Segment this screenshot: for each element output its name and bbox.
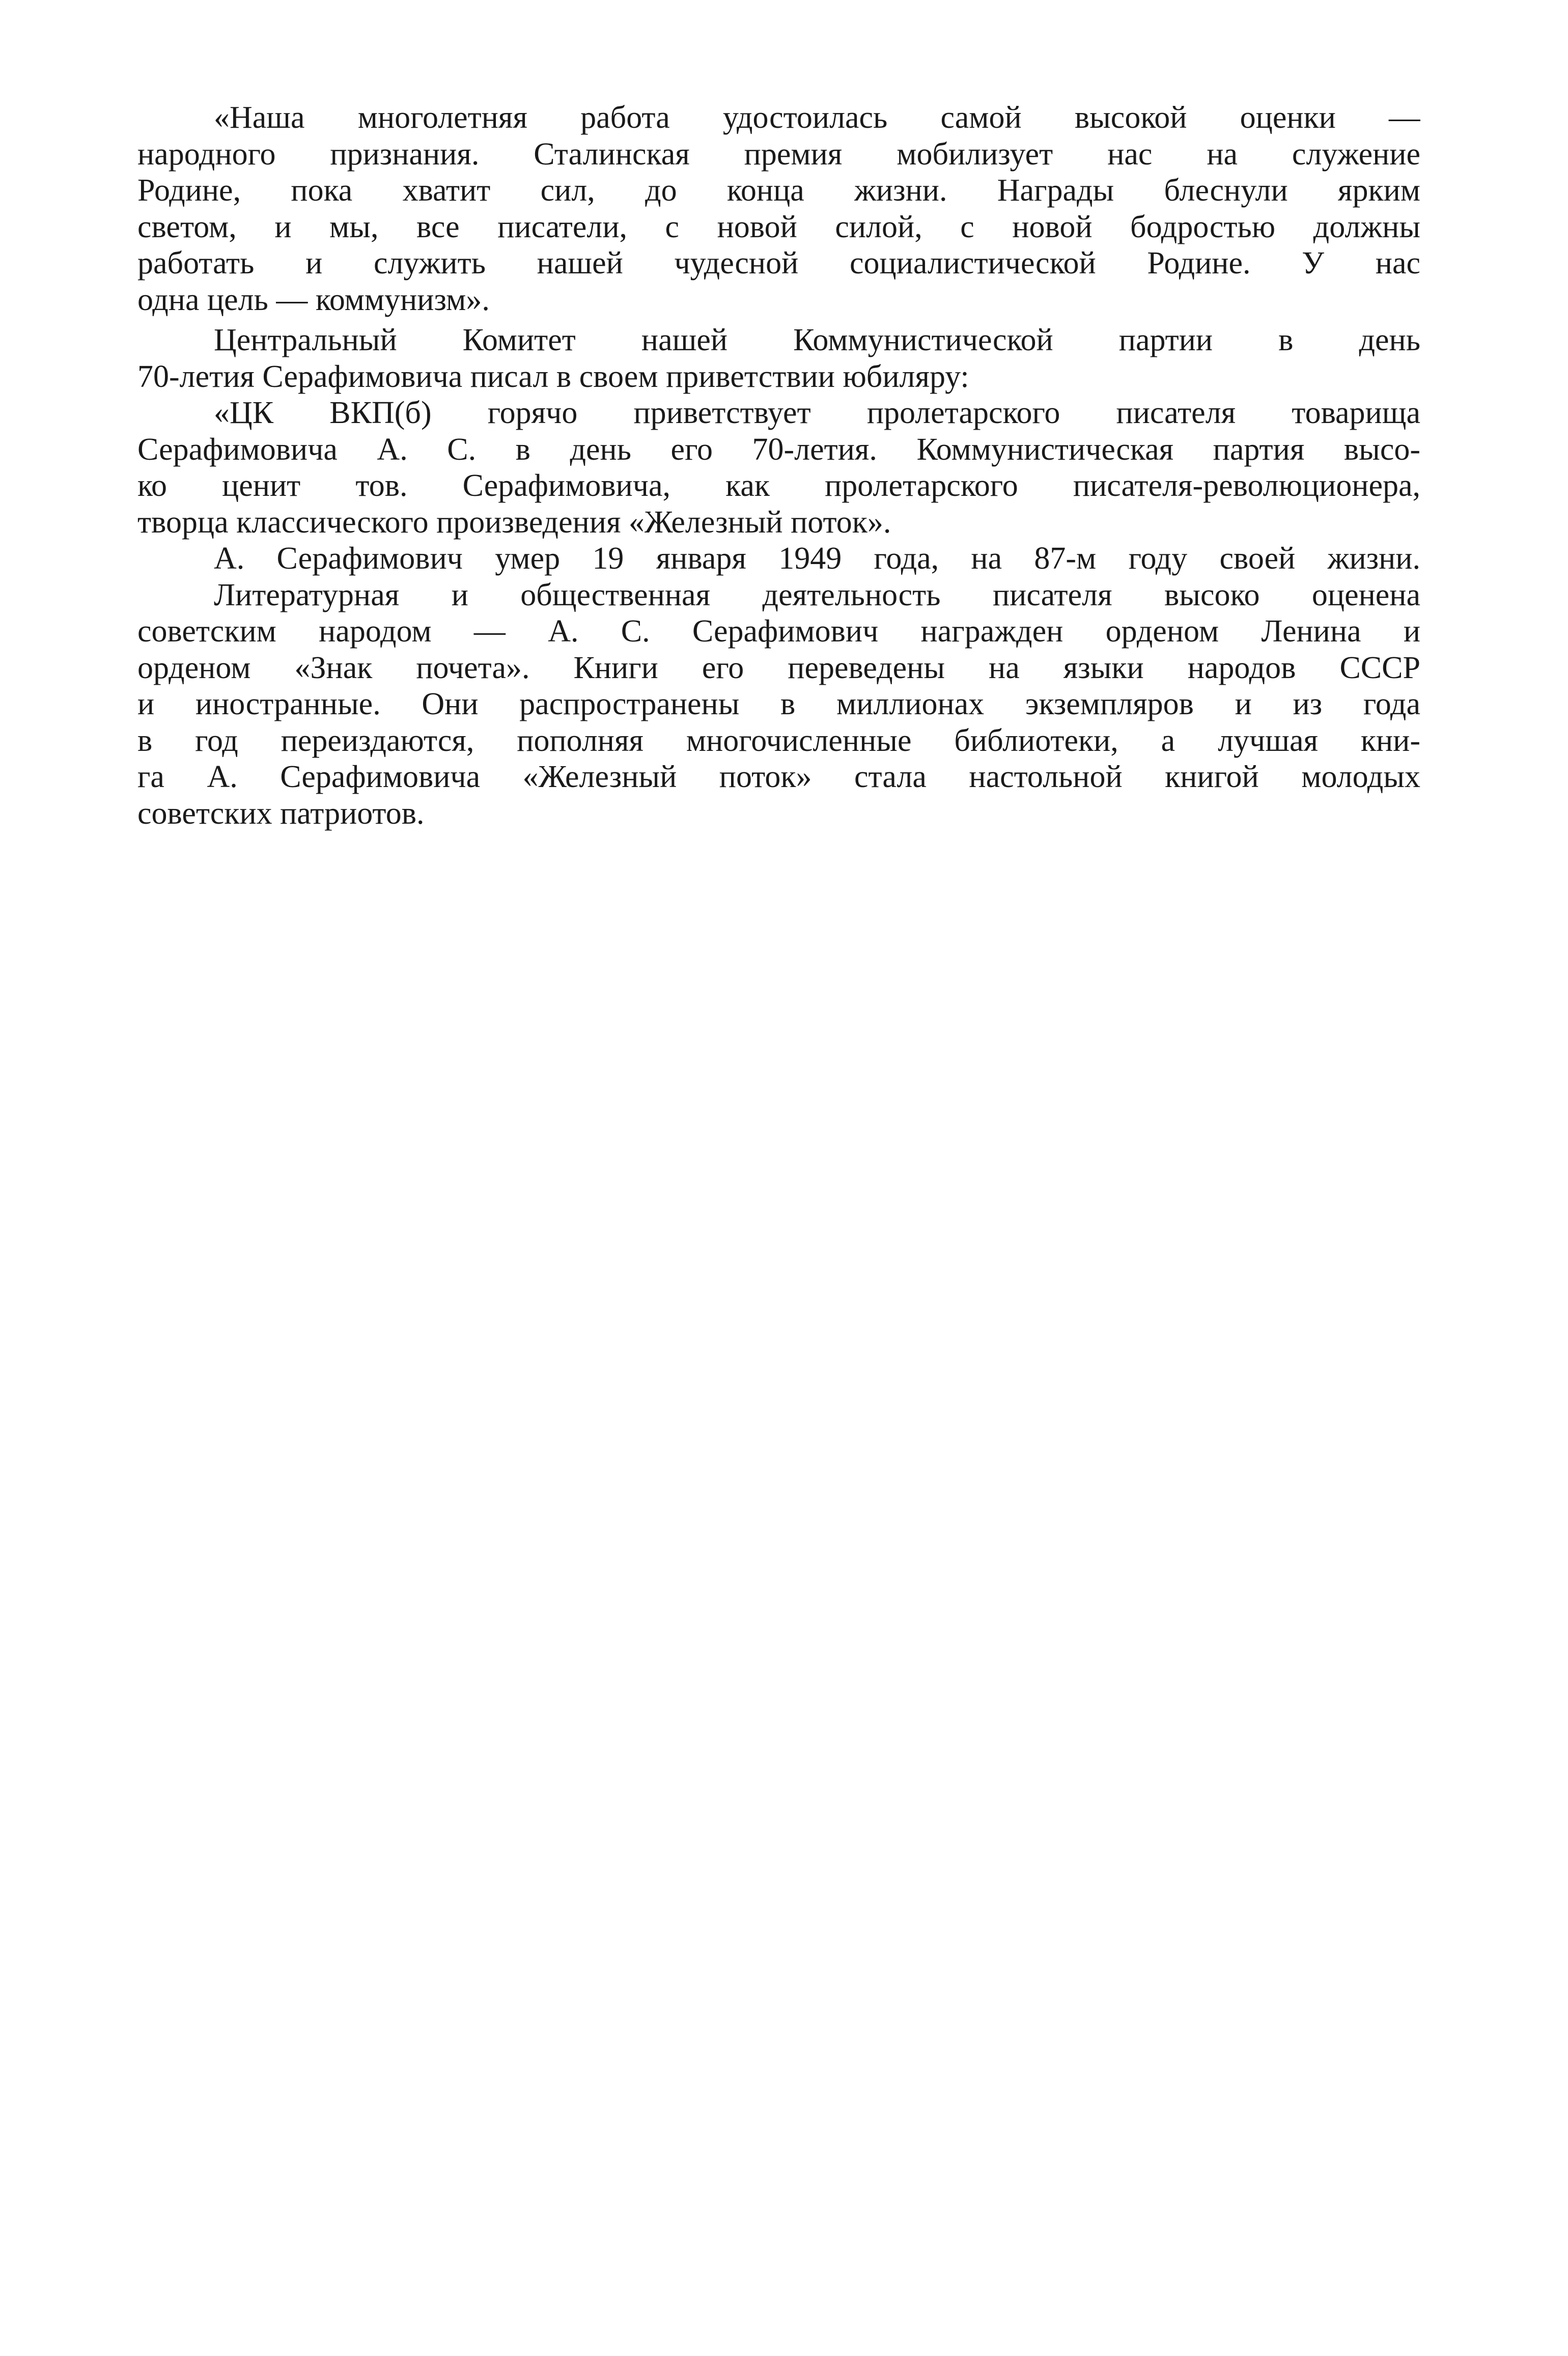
text-line: Литературная и общественная деятельность писателя высоко оценена xyxy=(214,577,1420,612)
text-line: ко ценит тов. Серафимовича, как пролетарского писателя-революционера, xyxy=(137,468,1420,503)
text-line: в год переиздаются, пополняя многочисленные библиотеки, а лучшая кни- xyxy=(137,723,1420,758)
text-line: «Наша многолетняя работа удостоилась самой высокой оценки — xyxy=(214,100,1420,135)
text-line: работать и служить нашей чудесной социалистической Родине. У нас xyxy=(137,246,1420,281)
body-text xyxy=(137,100,1420,832)
text-line: А. Серафимович умер 19 января 1949 года, на 87-м году своей жизни. xyxy=(214,541,1420,576)
text-line: Центральный Комитет нашей Коммунистической партии в день xyxy=(214,323,1420,357)
text-line: творца классического произведения «Железный поток». xyxy=(137,504,891,540)
text-line: светом, и мы, все писатели, с новой силой, с новой бодростью должны xyxy=(137,209,1420,244)
text-line: га А. Серафимовича «Железный поток» стала настольной книгой молодых xyxy=(137,760,1420,794)
text-line: 70-летия Серафимовича писал в своем приветствии юбиляру: xyxy=(137,359,969,394)
text-line: Серафимовича А. С. в день его 70-летия. Коммунистическая партия высо- xyxy=(137,432,1420,467)
text-line: «ЦК ВКП(б) горячо приветствует пролетарского писателя товарища xyxy=(214,396,1420,430)
text-line: одна цель — коммунизм». xyxy=(137,282,490,317)
text-line: советским народом — А. С. Серафимович награжден орденом Ленина и xyxy=(137,614,1420,649)
text-line: орденом «Знак почета». Книги его переведены на языки народов СССР xyxy=(137,650,1420,685)
text-line: народного признания. Сталинская премия мобилизует нас на служение xyxy=(137,136,1420,172)
text-line: Родине, пока хватит сил, до конца жизни. Награды блеснули ярким xyxy=(137,173,1420,208)
text-line: советских патриотов. xyxy=(137,796,425,831)
text-line: и иностранные. Они распространены в миллионах экземпляров и из года xyxy=(137,687,1420,721)
